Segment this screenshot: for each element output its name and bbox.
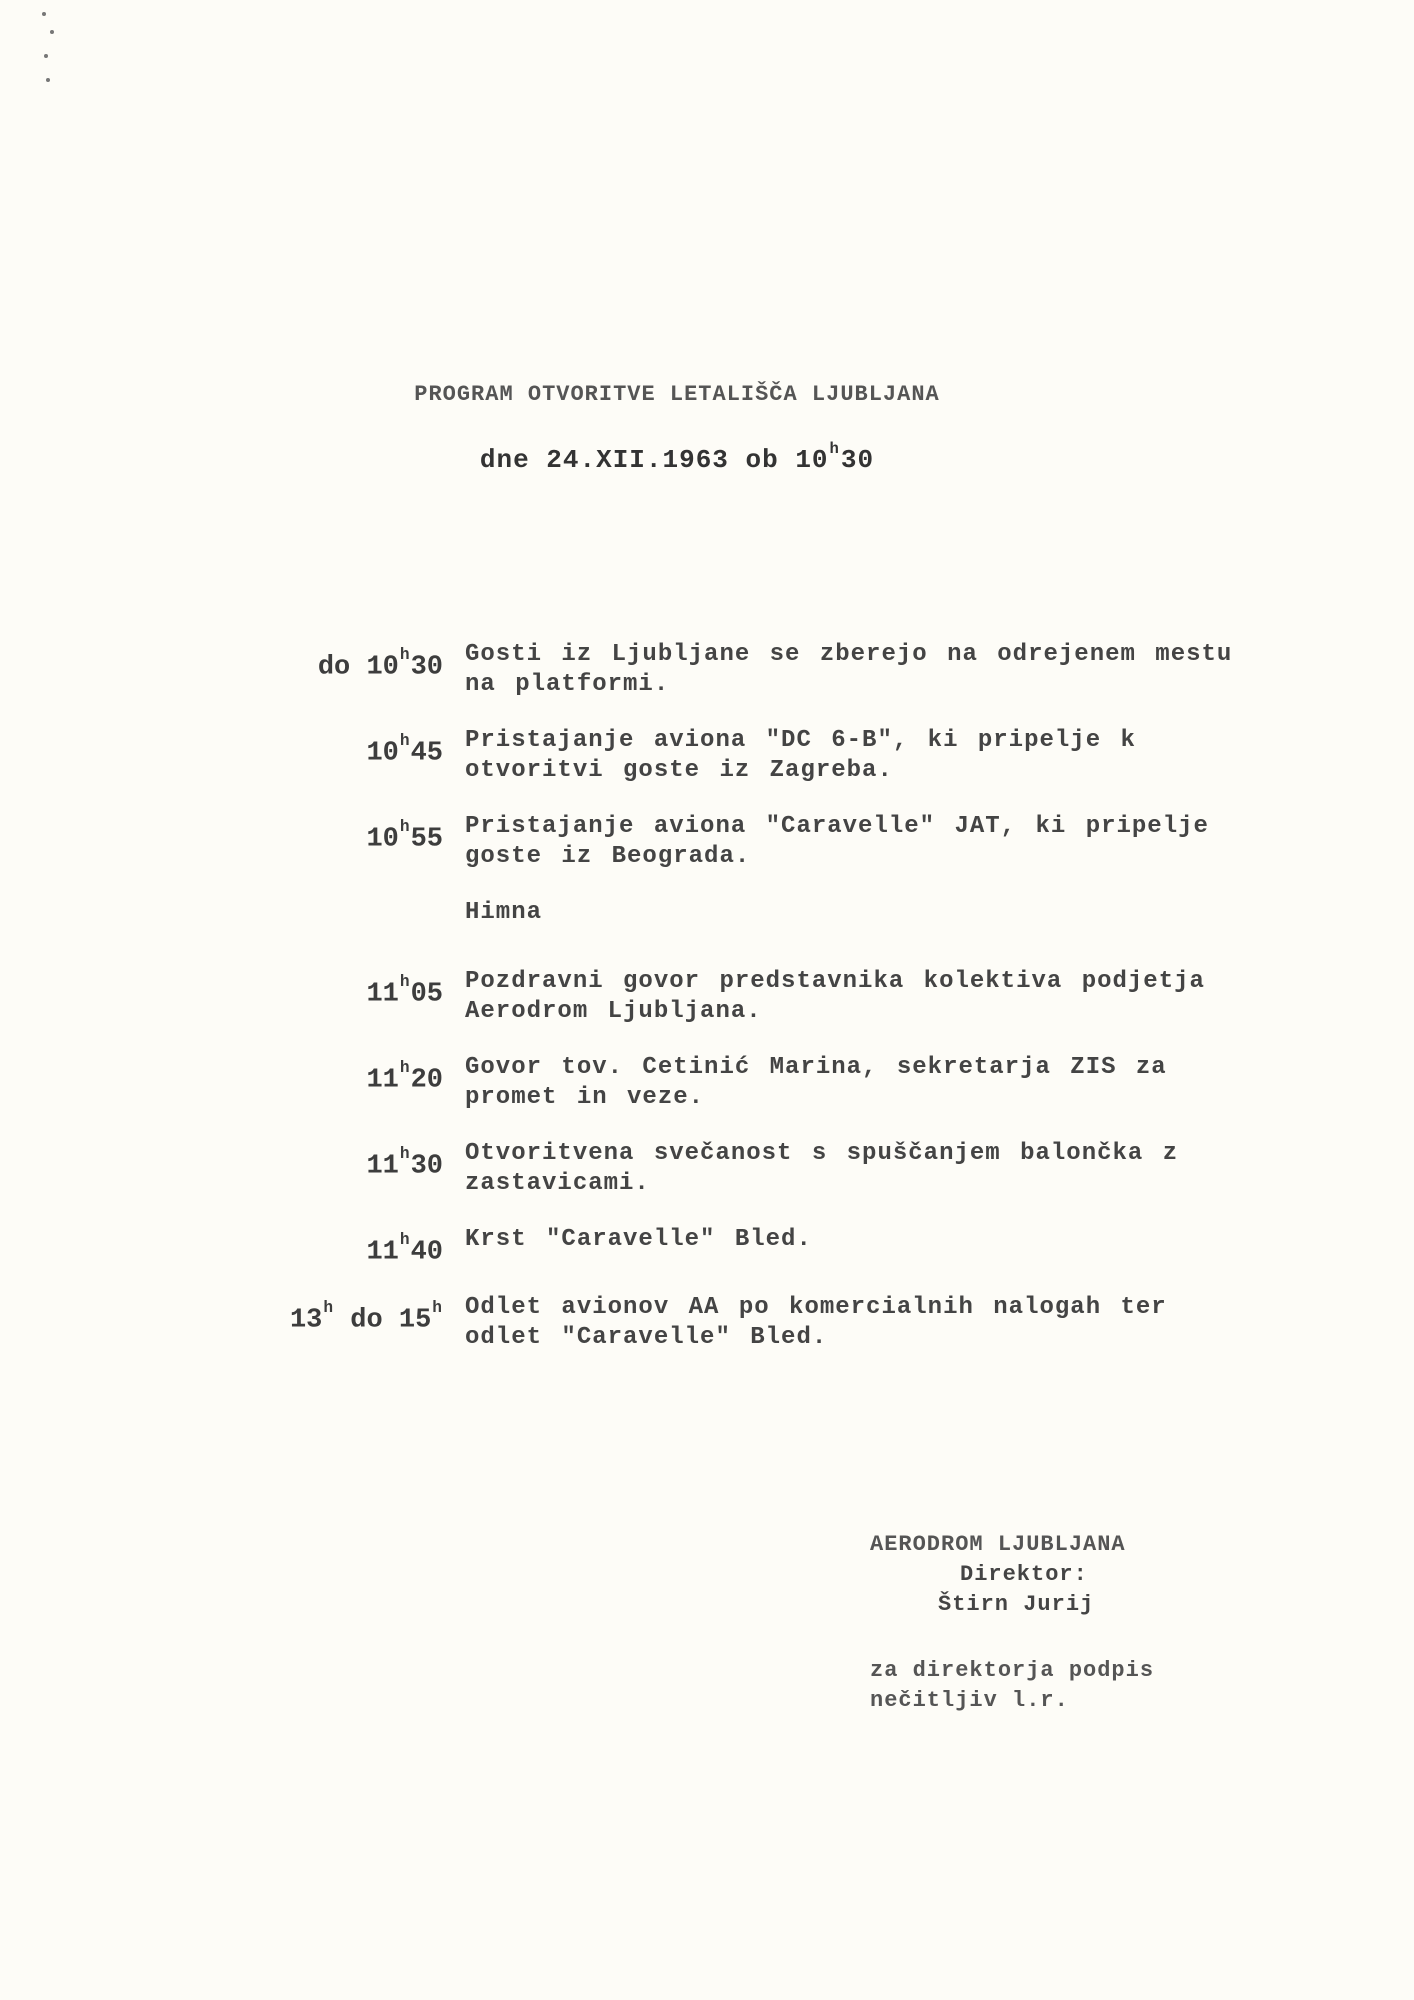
schedule-time: do 10$^h$30 <box>317 646 443 683</box>
schedule-item <box>260 967 1260 1027</box>
signature-block <box>870 1530 1290 1716</box>
schedule-time: 10$^h$55 <box>366 818 443 855</box>
schedule-text: Otvoritvena svečanost s spuščanjem balončka z zastavicami. <box>465 1139 1179 1197</box>
schedule-item <box>260 1053 1260 1113</box>
schedule-time: 13$^h$ do 15$^h$ <box>289 1299 442 1336</box>
schedule-text: Pristajanje aviona "DC 6-B", ki pripelje k otvoritvi goste iz Zagreba. <box>465 727 1136 784</box>
signature-deputy-note: nečitljiv l.r. <box>870 1688 1069 1713</box>
schedule-text: Govor tov. Cetinić Marina, sekretarja ZIS za promet in veze. <box>465 1053 1167 1111</box>
schedule-time <box>260 898 465 941</box>
schedule-text: Himna <box>465 899 543 926</box>
schedule-item <box>260 812 1260 872</box>
document-title: PROGRAM OTVORITVE LETALIŠČA LJUBLJANA <box>414 382 940 407</box>
signature-name: Štirn Jurij <box>938 1592 1095 1617</box>
schedule-item <box>260 640 1260 700</box>
schedule-item <box>260 1225 1260 1268</box>
schedule-text: Odlet avionov AA po komercialnih nalogah ter odlet "Caravelle" Bled. <box>465 1294 1167 1352</box>
schedule-item <box>260 898 1260 941</box>
schedule-time: 11$^h$05 <box>366 972 443 1010</box>
signature-organization: AERODROM LJUBLJANA <box>870 1532 1126 1557</box>
schedule-time: 10$^h$45 <box>366 732 443 769</box>
schedule-time: 11$^h$20 <box>366 1058 443 1096</box>
margin-marks <box>38 8 68 108</box>
schedule-item <box>260 1139 1260 1199</box>
signature-deputy-line: za direktorja podpis <box>870 1658 1155 1683</box>
document-date: dne 24.XII.1963 ob 10$^h$30 <box>479 440 875 476</box>
signature-role: Direktor: <box>960 1562 1088 1587</box>
schedule-text: Pristajanje aviona "Caravelle" JAT, ki pripelje goste iz Beograda. <box>465 813 1209 870</box>
schedule-list <box>260 640 1260 1379</box>
schedule-text: Pozdravni govor predstavnika kolektiva podjetja Aerodrom Ljubljana. <box>465 967 1205 1025</box>
schedule-item <box>260 726 1260 786</box>
schedule-item <box>260 1293 1260 1353</box>
schedule-time: 11$^h$30 <box>366 1144 443 1182</box>
schedule-time: 11$^h$40 <box>366 1230 443 1268</box>
schedule-text: Gosti iz Ljubljane se zberejo na odrejenem mestu na platformi. <box>465 641 1233 698</box>
schedule-text: Krst "Caravelle" Bled. <box>465 1225 812 1253</box>
